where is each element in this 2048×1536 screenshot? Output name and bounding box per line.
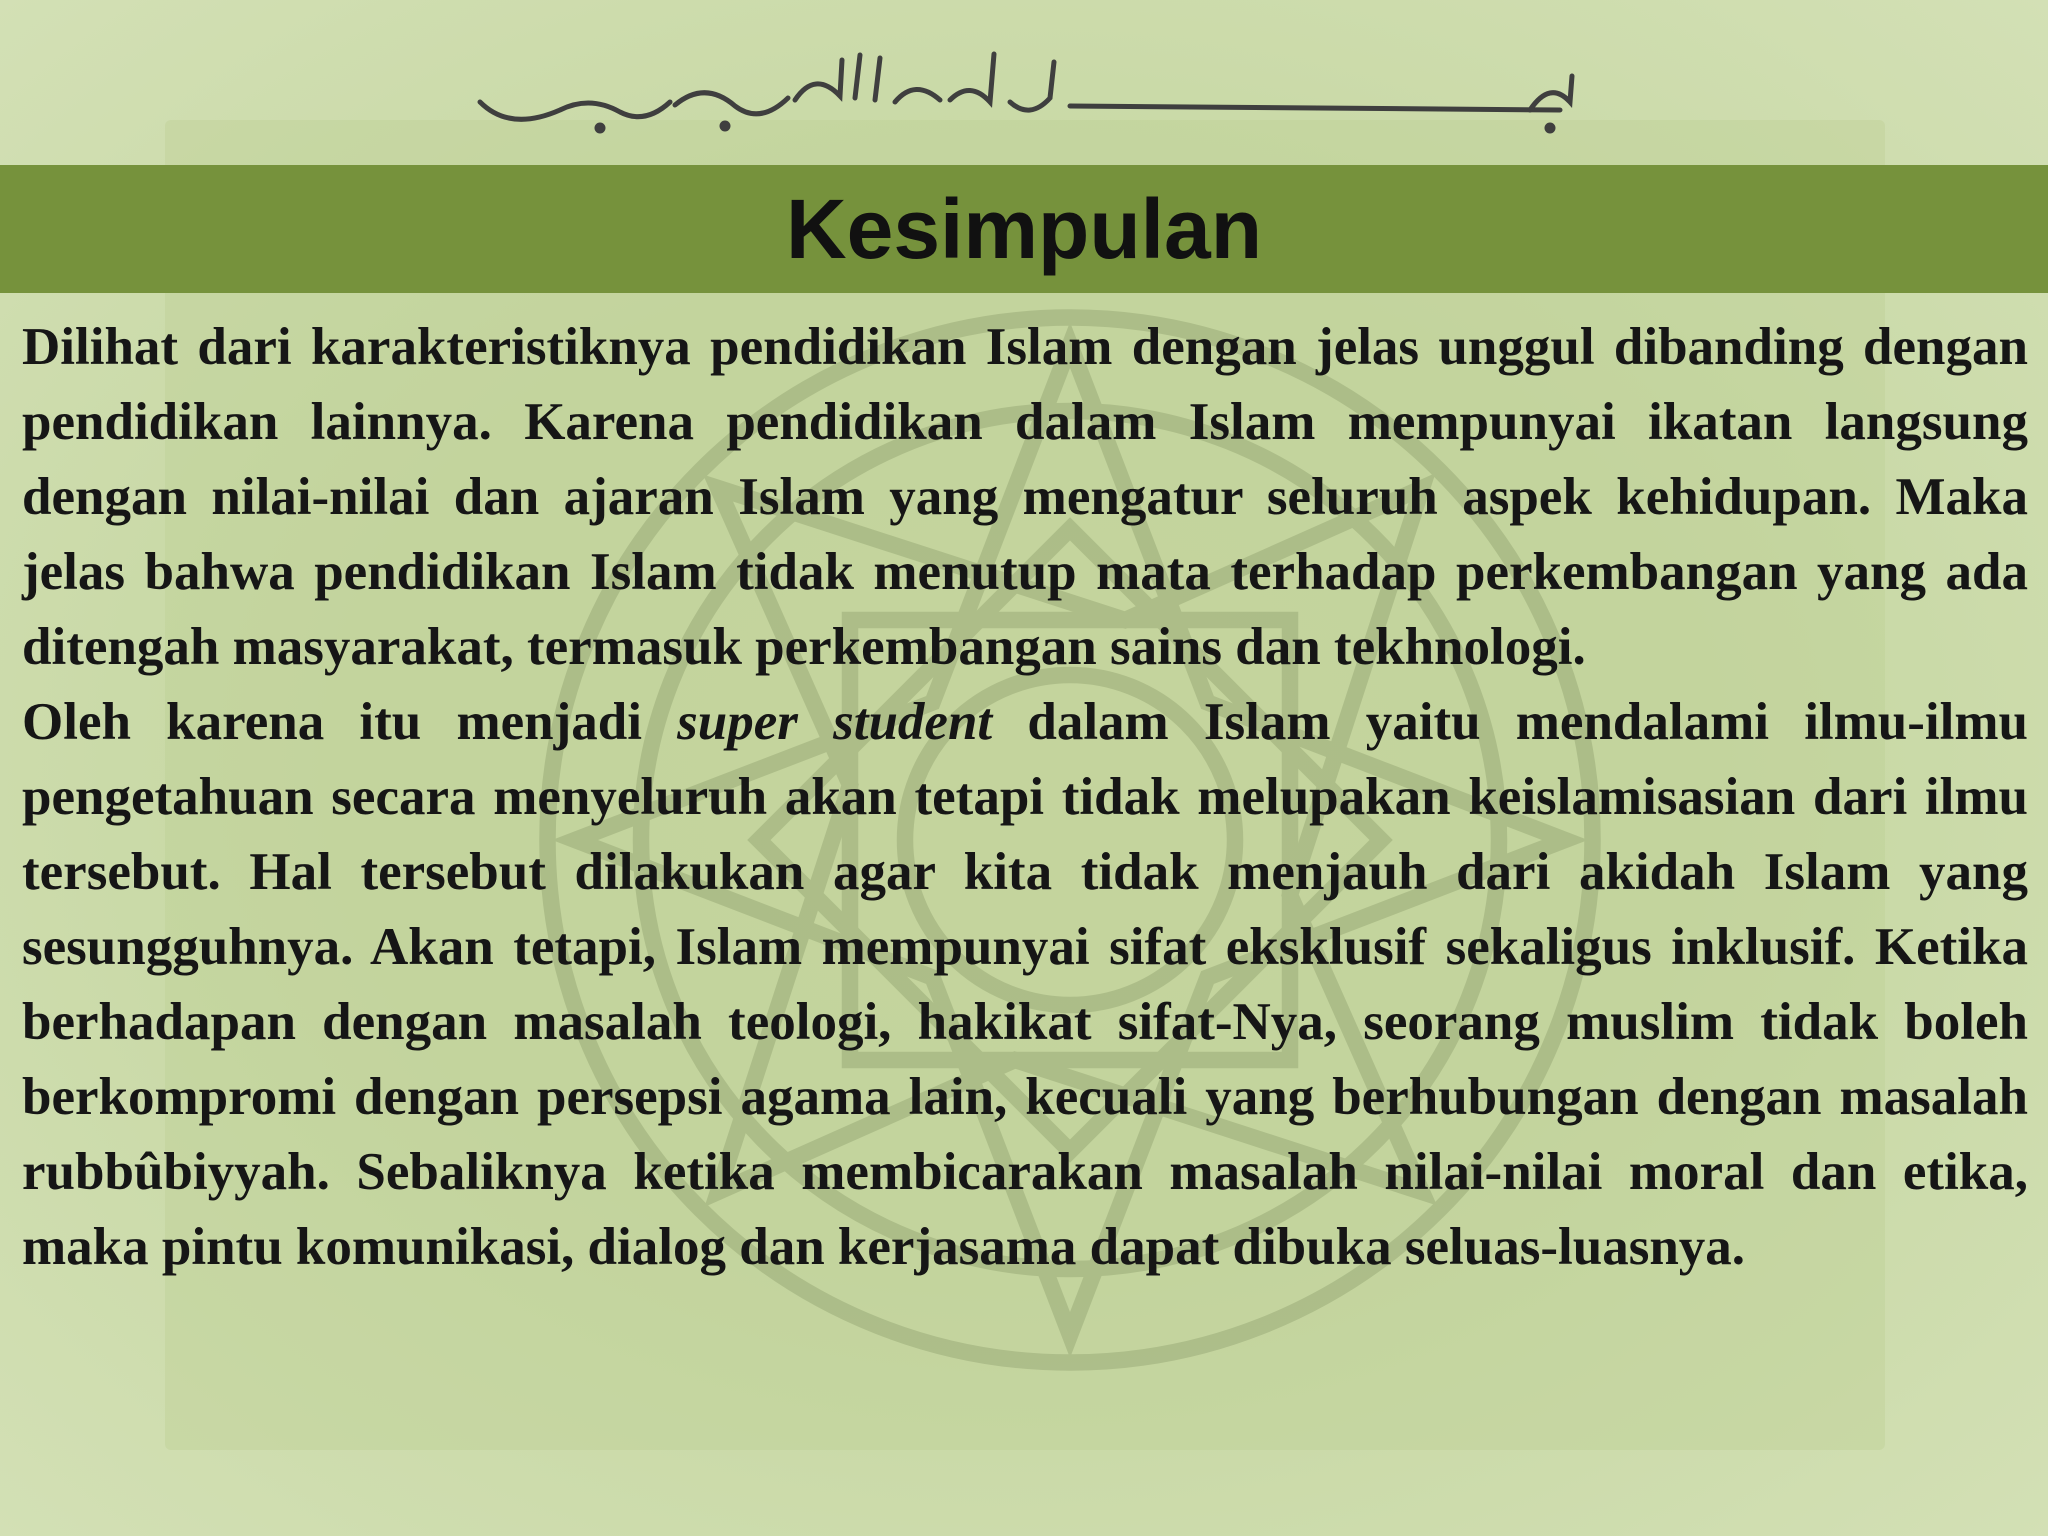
paragraph-2-start: Oleh karena itu menjadi [22,693,678,751]
slide-body [22,310,2028,1285]
paragraph-2-rest: dalam Islam yaitu mendalami ilmu-ilmu pengetahuan secara menyeluruh akan tetapi tidak melupakan keislamisasian dari ilmu tersebut. Hal tersebut dilakukan agar kita tidak menjauh dari akidah Islam yang sesungguhnya. Akan tetapi, Islam mempunyai sifat eksklusif sekaligus inklusif. Ketika berhadapan dengan masalah teologi, hakikat sifat-Nya, seorang muslim tidak boleh berkompromi dengan persepsi agama lain, kecuali yang berhubungan dengan masalah rubbûbiyyah. Sebaliknya ketika membicarakan masalah nilai-nilai moral dan etika, maka pintu komunikasi, dialog dan kerjasama dapat dibuka seluas-luasnya. [22,693,2029,1276]
slide-title: Kesimpulan [785,182,1263,276]
paragraph-2 [22,685,2028,1285]
paragraph-2-emphasis: super student [677,693,993,751]
paragraph-1: Dilihat dari karakteristiknya pendidikan Islam dengan jelas unggul dibanding dengan pendidikan lainnya. Karena pendidikan dalam Islam mempunyai ikatan langsung dengan nilai-nilai dan ajaran Islam yang mengatur seluruh aspek kehidupan. Maka jelas bahwa pendidikan Islam tidak menutup mata terhadap perkembangan yang ada ditengah masyarakat, termasuk perkembangan sains dan tekhnologi. [22,318,2028,676]
title-bar [0,165,2048,293]
basmala-calligraphy-icon [470,40,1580,140]
